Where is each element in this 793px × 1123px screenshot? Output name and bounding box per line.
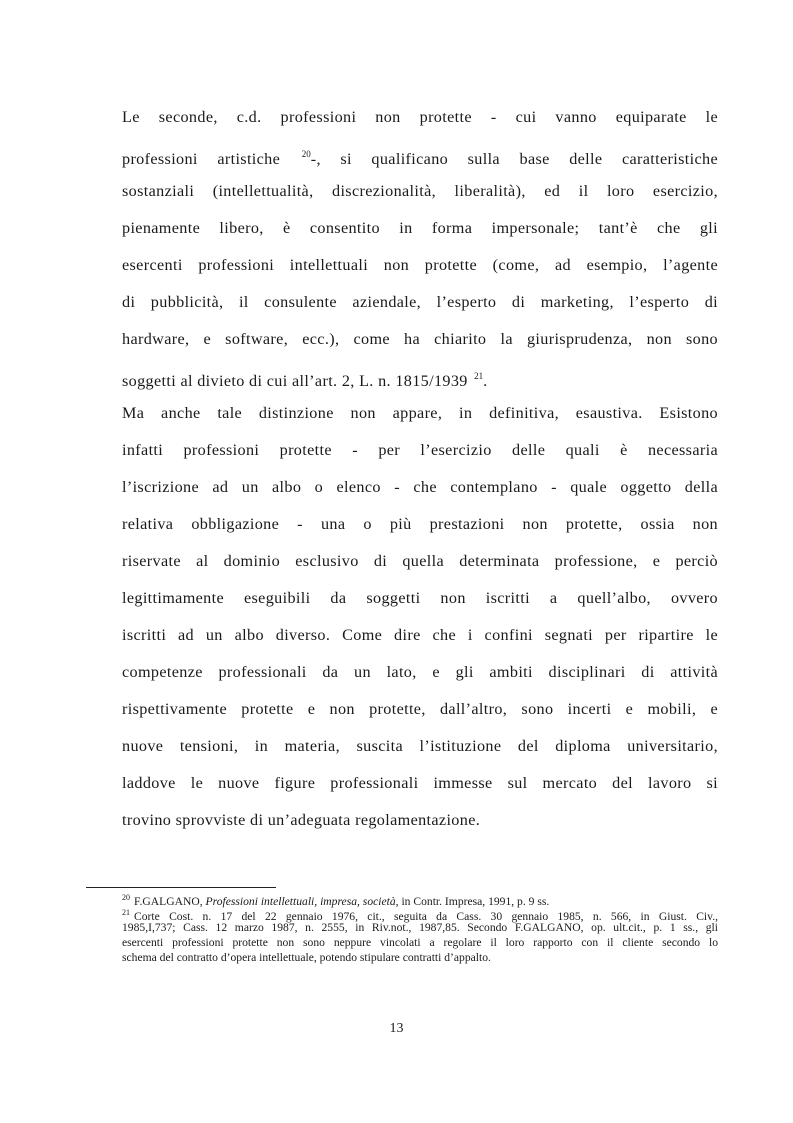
body-line — [122, 142, 718, 166]
body-line: legittimamente eseguibili da soggetti non iscritti a quell’albo, ovvero — [122, 589, 718, 607]
body-line: iscritti ad un albo diverso. Come dire che i confini segnati per ripartire le — [122, 626, 718, 644]
body-line: pienamente libero, è consentito in forma impersonale; tant’è che gli — [122, 219, 718, 237]
body-line: Ma anche tale distinzione non appare, in definitiva, esaustiva. Esistono — [122, 404, 718, 422]
body-line — [122, 364, 718, 388]
body-line: nuove tensioni, in materia, suscita l’istituzione del diploma universitario, — [122, 737, 718, 755]
footnote-number: 20 — [122, 893, 130, 902]
body-line: riservate al dominio esclusivo di quella determinata professione, e perciò — [122, 552, 718, 570]
footnote-number: 21 — [122, 908, 130, 917]
footnote-20 — [122, 891, 718, 906]
body-line: rispettivamente protette e non protette, dall’altro, sono incerti e mobili, e — [122, 700, 718, 718]
footnotes — [122, 891, 718, 966]
body-line: hardware, e software, ecc.), come ha chiarito la giurisprudenza, non sono — [122, 330, 718, 348]
body-line: di pubblicità, il consulente aziendale, l’esperto di marketing, l’esperto di — [122, 293, 718, 311]
body-line-part: professioni artistiche — [122, 150, 281, 168]
footnote-21-line: schema del contratto d’opera intellettuale, potendo stipulare contratti d’appalto. — [122, 951, 491, 964]
footnote-text: Corte Cost. n. 17 del 22 gennaio 1976, cit., seguita da Cass. 30 gennaio 1985, n. 566, in Giust. Civ., — [134, 910, 718, 923]
body-line-part: -, si qualificano sulla base delle caratteristiche — [310, 150, 718, 168]
body-line: relativa obbligazione - una o più prestazioni non protette, ossia non — [122, 515, 718, 533]
footnote-ref-21[interactable]: 21 — [474, 371, 484, 381]
body-line-part: soggetti al divieto di cui all’art. 2, L. n. 1815/1939 — [122, 372, 468, 390]
footnote-21-line: esercenti professioni protette non sono neppure vincolati a regolare il loro rapporto con il cliente secondo lo — [122, 936, 718, 949]
footnote-title: Professioni intellettuali, impresa, società — [205, 895, 396, 908]
footnote-author: F.GALGANO, — [134, 895, 206, 908]
footnote-21-line — [122, 906, 718, 921]
body-line-part: . — [483, 372, 488, 390]
footnote-divider — [86, 887, 276, 888]
footnote-21-line: 1985,I,737; Cass. 12 marzo 1987, n. 2555, in Riv.not., 1987,85. Secondo F.GALGANO, op. ult.cit., p. 1 ss., gli — [122, 921, 718, 934]
body-line: laddove le nuove figure professionali immesse sul mercato del lavoro si — [122, 774, 718, 792]
body-line: infatti professioni protette - per l’esercizio delle quali è necessaria — [122, 441, 718, 459]
page-number: 13 — [389, 1021, 404, 1036]
body-line: l’iscrizione ad un albo o elenco - che contemplano - quale oggetto della — [122, 478, 718, 496]
body-line: trovino sprovviste di un’adeguata regolamentazione. — [122, 811, 481, 829]
body-line: sostanziali (intellettualità, discrezionalità, liberalità), ed il loro esercizio, — [122, 182, 718, 200]
body-line: esercenti professioni intellettuali non protette (come, ad esempio, l’agente — [122, 256, 718, 274]
body-line: Le seconde, c.d. professioni non protette - cui vanno equiparate le — [122, 108, 718, 126]
body-line: competenze professionali da un lato, e gli ambiti disciplinari di attività — [122, 663, 718, 681]
footnote-ref-20[interactable]: 20 — [301, 149, 311, 159]
footnote-source: , in Contr. Impresa, 1991, p. 9 ss. — [395, 895, 550, 908]
